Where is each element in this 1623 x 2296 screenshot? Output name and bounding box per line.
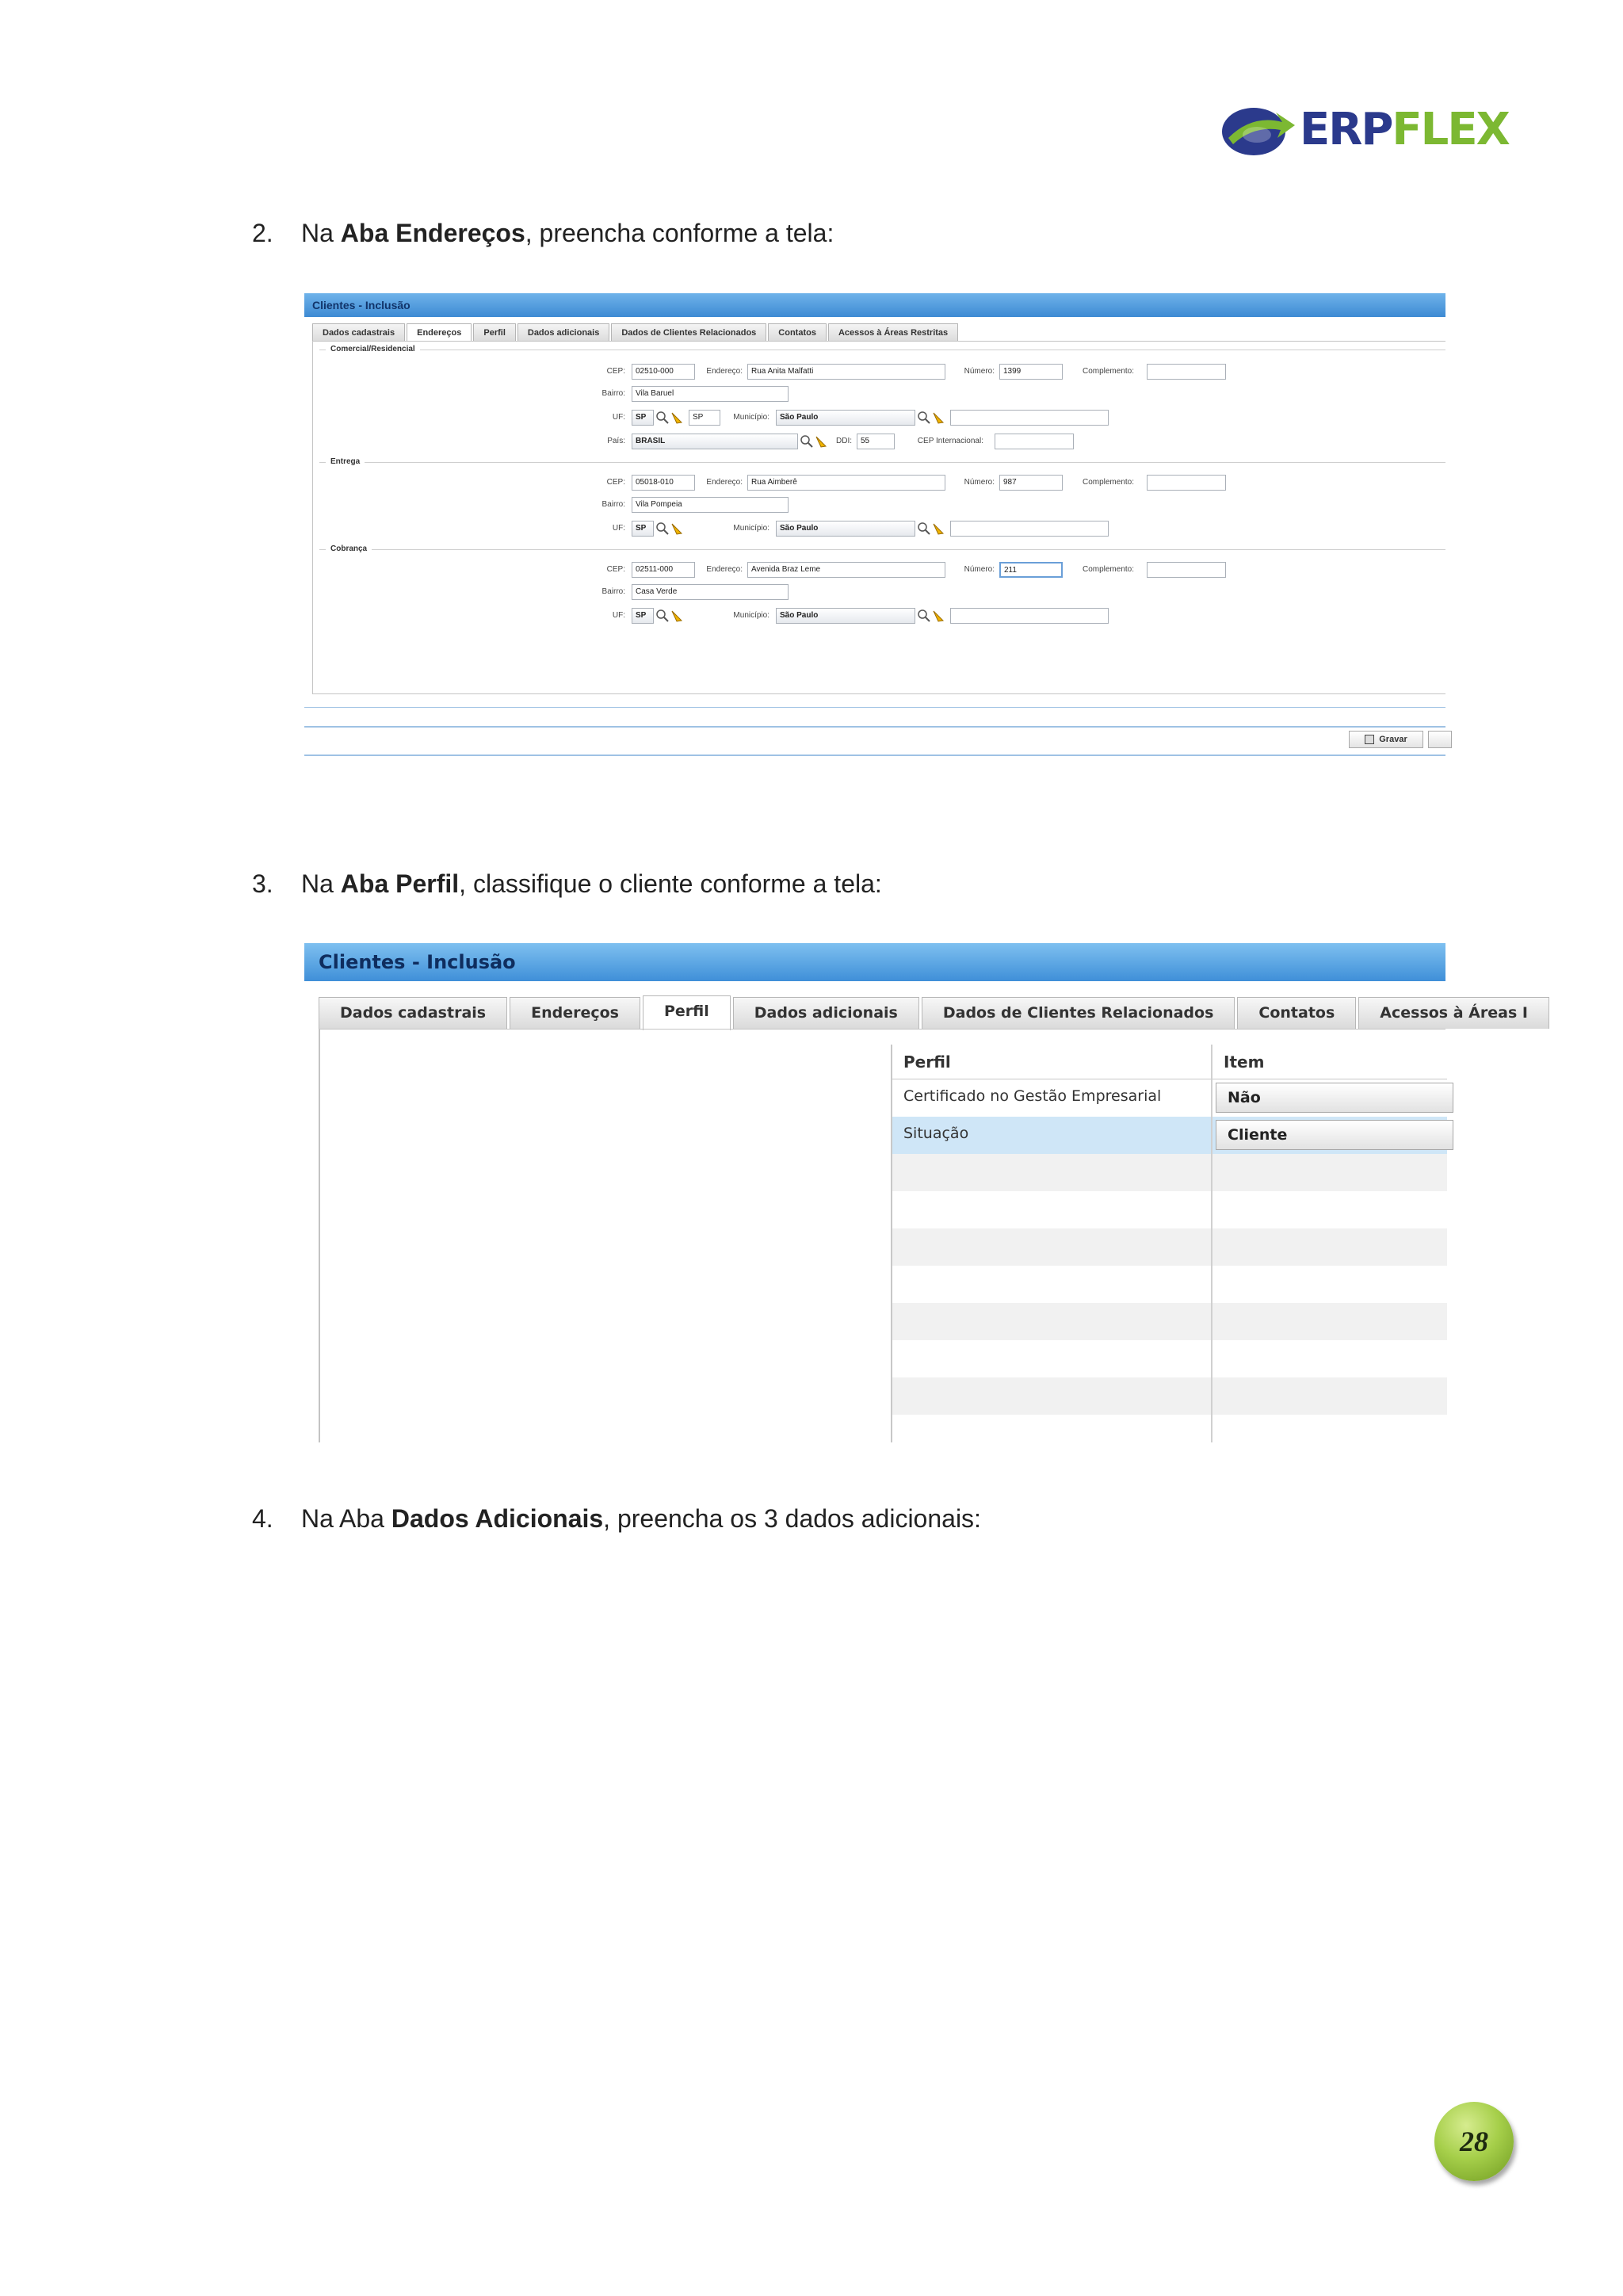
cobranca-cep-input[interactable]: 02511-000 [632, 562, 695, 578]
comercial-pais-select[interactable]: BRASIL [632, 434, 798, 449]
column-header-item: Item [1212, 1045, 1447, 1079]
pais-label: País: [607, 437, 625, 445]
comercial-cep-input[interactable]: 02510-000 [632, 364, 695, 380]
cep-internacional-label: CEP Internacional: [917, 437, 983, 445]
tab-bar [319, 997, 1552, 1029]
empty-row [892, 1303, 1447, 1340]
erpflex-logo-icon [1220, 98, 1296, 162]
empty-row [892, 1228, 1447, 1266]
step-number: 4. [252, 1504, 273, 1533]
secondary-button[interactable] [1428, 731, 1452, 748]
step-2-heading [252, 219, 834, 248]
endereco-label: Endereço: [706, 367, 743, 376]
uf-label: UF: [612, 524, 625, 533]
comercial-ddi-input[interactable]: 55 [857, 434, 895, 449]
tab-dados-clientes-relacionados[interactable]: Dados de Clientes Relacionados [922, 997, 1235, 1029]
search-icon[interactable] [917, 609, 931, 623]
tab-acessos-areas[interactable]: Acessos à Áreas I [1358, 997, 1549, 1029]
entrega-endereco-input[interactable]: Rua Aimberê [747, 475, 945, 491]
step-bold: Dados Adicionais [391, 1504, 604, 1533]
comercial-municipio-extra-input[interactable] [950, 410, 1109, 426]
tab-bar [312, 323, 960, 341]
entrega-numero-input[interactable]: 987 [999, 475, 1063, 491]
tab-acessos-areas-restritas[interactable]: Acessos à Áreas Restritas [828, 323, 958, 341]
bairro-label: Bairro: [601, 500, 625, 509]
clear-icon[interactable] [931, 521, 945, 536]
screenshot-enderecos [304, 293, 1445, 761]
cobranca-uf-select[interactable]: SP [632, 608, 654, 624]
step-number: 2. [252, 219, 273, 247]
entrega-municipio-extra-input[interactable] [950, 521, 1109, 537]
cep-label: CEP: [606, 478, 625, 487]
logo-wordmark [1300, 103, 1509, 157]
perfil-grid [891, 1045, 1445, 1442]
page-number: 28 [1460, 2126, 1488, 2157]
table-row[interactable] [892, 1117, 1447, 1154]
footer-divider [304, 707, 1445, 708]
comercial-bairro-input[interactable]: Vila Baruel [632, 386, 789, 402]
clear-icon[interactable] [670, 411, 684, 425]
comercial-municipio-select[interactable]: São Paulo [776, 410, 915, 426]
enderecos-panel [312, 341, 1445, 694]
tab-dados-cadastrais[interactable]: Dados cadastrais [319, 997, 507, 1029]
tab-dados-adicionais[interactable]: Dados adicionais [517, 323, 609, 341]
clear-icon[interactable] [670, 609, 684, 623]
endereco-label: Endereço: [706, 565, 743, 574]
search-icon[interactable] [917, 521, 931, 536]
tab-contatos[interactable]: Contatos [1237, 997, 1356, 1029]
empty-row [892, 1377, 1447, 1415]
perfil-cell: Certificado no Gestão Empresarial [903, 1087, 1162, 1105]
section-divider [319, 549, 1445, 550]
tab-enderecos[interactable]: Endereços [407, 323, 472, 341]
cep-label: CEP: [606, 367, 625, 376]
clear-icon[interactable] [931, 411, 945, 425]
empty-row [892, 1191, 1447, 1228]
page-number-badge [1434, 2102, 1514, 2181]
comercial-endereco-input[interactable]: Rua Anita Malfatti [747, 364, 945, 380]
cobranca-complemento-input[interactable] [1147, 562, 1226, 578]
section-divider [319, 462, 1445, 463]
erpflex-logo [1220, 98, 1509, 162]
step-3-heading [252, 869, 882, 899]
search-icon[interactable] [800, 434, 814, 449]
table-row[interactable] [892, 1079, 1447, 1117]
footer-divider [304, 726, 1445, 728]
uf-label: UF: [612, 413, 625, 422]
cobranca-bairro-input[interactable]: Casa Verde [632, 584, 789, 600]
step-bold: Aba Endereços [340, 219, 525, 247]
tab-dados-cadastrais[interactable]: Dados cadastrais [312, 323, 405, 341]
comercial-uf-code-input[interactable]: SP [689, 410, 720, 426]
entrega-complemento-input[interactable] [1147, 475, 1226, 491]
column-divider [1211, 1045, 1212, 1442]
ddi-label: DDI: [836, 437, 852, 445]
tab-perfil[interactable]: Perfil [473, 323, 516, 341]
endereco-label: Endereço: [706, 478, 743, 487]
section-entrega-title: Entrega [326, 457, 365, 466]
cobranca-municipio-select[interactable]: São Paulo [776, 608, 915, 624]
numero-label: Número: [964, 367, 995, 376]
clear-icon[interactable] [670, 521, 684, 536]
complemento-label: Complemento: [1082, 565, 1134, 574]
municipio-label: Município: [733, 413, 769, 422]
cep-label: CEP: [606, 565, 625, 574]
search-icon[interactable] [655, 411, 670, 425]
perfil-cell: Situação [903, 1125, 969, 1142]
municipio-label: Município: [733, 524, 769, 533]
clear-icon[interactable] [814, 434, 828, 449]
entrega-uf-select[interactable]: SP [632, 521, 654, 537]
cobranca-numero-input[interactable]: 211 [999, 562, 1063, 578]
comercial-uf-select[interactable]: SP [632, 410, 654, 426]
numero-label: Número: [964, 478, 995, 487]
empty-row [892, 1415, 1447, 1452]
entrega-cep-input[interactable]: 05018-010 [632, 475, 695, 491]
tab-perfil[interactable]: Perfil [643, 995, 731, 1030]
cobranca-endereco-input[interactable]: Avenida Braz Leme [747, 562, 945, 578]
step-text: Na Aba [301, 1504, 391, 1533]
section-cobranca-title: Cobrança [326, 544, 372, 553]
logo-flex-text: FLEX [1392, 104, 1509, 155]
step-bold: Aba Perfil [340, 869, 460, 898]
comercial-numero-input[interactable]: 1399 [999, 364, 1063, 380]
search-icon[interactable] [655, 609, 670, 623]
save-button-label: Gravar [1379, 735, 1407, 744]
empty-row [892, 1266, 1447, 1303]
step-text: Na [301, 869, 341, 898]
bairro-label: Bairro: [601, 587, 625, 596]
window-title: Clientes - Inclusão [304, 293, 1445, 317]
tab-contatos[interactable]: Contatos [768, 323, 827, 341]
step-number: 3. [252, 869, 273, 898]
uf-label: UF: [612, 611, 625, 620]
search-icon[interactable] [655, 521, 670, 536]
step-text: , preencha os 3 dados adicionais: [603, 1504, 981, 1533]
entrega-bairro-input[interactable]: Vila Pompeia [632, 497, 789, 513]
step-text: Na [301, 219, 341, 247]
save-button[interactable] [1349, 731, 1423, 748]
screenshot-perfil [304, 943, 1528, 1442]
municipio-label: Município: [733, 611, 769, 620]
tab-dados-adicionais[interactable]: Dados adicionais [733, 997, 919, 1029]
cobranca-municipio-extra-input[interactable] [950, 608, 1109, 624]
tab-enderecos[interactable]: Endereços [510, 997, 640, 1029]
tab-dados-clientes-relacionados[interactable]: Dados de Clientes Relacionados [611, 323, 766, 341]
step-text: , classifique o cliente conforme a tela: [459, 869, 882, 898]
search-icon[interactable] [917, 411, 931, 425]
clear-icon[interactable] [931, 609, 945, 623]
comercial-complemento-input[interactable] [1147, 364, 1226, 380]
save-icon [1365, 735, 1374, 744]
step-4-heading [252, 1504, 981, 1534]
item-select[interactable]: Não [1216, 1083, 1453, 1113]
comercial-cep-internacional-input[interactable] [995, 434, 1074, 449]
column-header-perfil: Perfil [892, 1045, 1211, 1079]
complemento-label: Complemento: [1082, 367, 1134, 376]
complemento-label: Complemento: [1082, 478, 1134, 487]
bairro-label: Bairro: [601, 389, 625, 398]
section-comercial-title: Comercial/Residencial [326, 345, 420, 353]
item-select[interactable]: Cliente [1216, 1120, 1453, 1150]
entrega-municipio-select[interactable]: São Paulo [776, 521, 915, 537]
empty-row [892, 1154, 1447, 1191]
window-title: Clientes - Inclusão [304, 943, 1445, 981]
step-text: , preencha conforme a tela: [525, 219, 834, 247]
numero-label: Número: [964, 565, 995, 574]
footer-divider [304, 755, 1445, 756]
logo-erp-text: ERP [1300, 104, 1392, 155]
empty-row [892, 1340, 1447, 1377]
